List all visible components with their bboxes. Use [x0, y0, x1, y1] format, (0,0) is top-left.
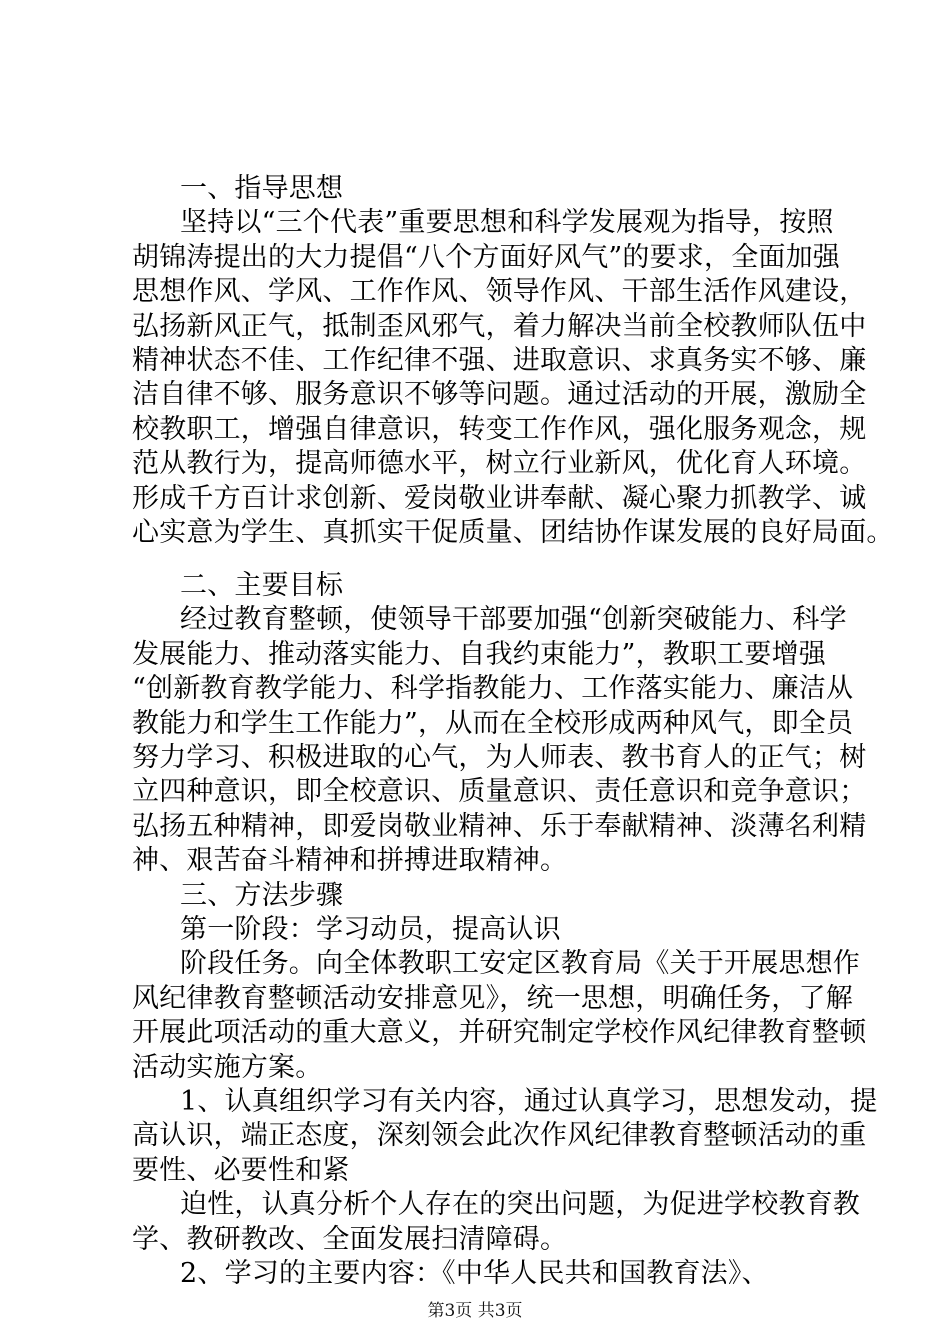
paragraph-line: 努力学习、积极进取的心气，为人师表、教书育人的正气；树 — [132, 742, 867, 773]
paragraph-line: 范从教行为，提高师德水平，树立行业新风，优化育人环境。 — [132, 448, 867, 479]
paragraph-line: 心实意为学生、真抓实干促质量、团结协作谋发展的良好局面。 — [132, 517, 894, 548]
paragraph-line: 阶段任务。向全体教职工安定区教育局《关于开展思想作 — [180, 948, 860, 979]
paragraph-line: 校教职工，增强自律意识，转变工作作风，强化服务观念，规 — [132, 414, 867, 445]
paragraph-line: 学、教研教改、全面发展扫清障碍。 — [132, 1224, 568, 1255]
paragraph-line: 精神状态不佳、工作纪律不强、进取意识、求真务实不够、廉 — [132, 345, 867, 376]
page-footer: 第3页 共3页 — [427, 1301, 523, 1321]
paragraph-line: 神、艰苦奋斗精神和拼搏进取精神。 — [132, 845, 568, 876]
paragraph-line: 高认识，端正态度，深刻领会此次作风纪律教育整顿活动的重 — [132, 1120, 867, 1151]
paragraph-line: 弘扬五种精神，即爱岗敬业精神、乐于奉献精神、淡薄名利精 — [132, 811, 867, 842]
paragraph-line: 要性、必要性和紧 — [132, 1155, 350, 1186]
paragraph-line: 风纪律教育整顿活动安排意见》，统一思想，明确任务，了解 — [132, 983, 853, 1014]
paragraph-line: “创新教育教学能力、科学指教能力、工作落实能力、廉洁从 — [132, 673, 854, 704]
paragraph-line: 开展此项活动的重大意义，并研究制定学校作风纪律教育整顿 — [132, 1017, 867, 1048]
paragraph-line: 经过教育整顿，使领导干部要加强“创新突破能力、科学 — [180, 604, 847, 635]
paragraph-line: 形成千方百计求创新、爱岗敬业讲奉献、凝心聚力抓教学、诚 — [132, 483, 867, 514]
paragraph-line: 胡锦涛提出的大力提倡“八个方面好风气”的要求，全面加强 — [132, 242, 841, 273]
section-heading-guiding-ideology: 一、指导思想 — [180, 173, 344, 204]
paragraph-line: 2、学习的主要内容：《中华人民共和国教育法》、 — [180, 1258, 769, 1289]
paragraph-line: 弘扬新风正气，抵制歪风邪气，着力解决当前全校教师队伍中 — [132, 311, 867, 342]
paragraph-line: 教能力和学生工作能力”，从而在全校形成两种风气，即全员 — [132, 708, 854, 739]
paragraph-line: 思想作风、学风、工作作风、领导作风、干部生活作风建设， — [132, 276, 867, 307]
paragraph-line: 1、认真组织学习有关内容，通过认真学习，思想发动，提 — [180, 1086, 878, 1117]
section-heading-method-steps: 三、方法步骤 — [180, 880, 344, 911]
section-heading-main-goals: 二、主要目标 — [180, 570, 344, 601]
subheading-phase-one: 第一阶段：学习动员，提高认识 — [180, 914, 561, 945]
paragraph-line: 活动实施方案。 — [132, 1052, 323, 1083]
paragraph-line: 坚持以“三个代表”重要思想和科学发展观为指导，按照 — [180, 207, 834, 238]
paragraph-line: 洁自律不够、服务意识不够等问题。通过活动的开展，激励全 — [132, 379, 867, 410]
paragraph-line: 发展能力、推动落实能力、自我约束能力”，教职工要增强 — [132, 639, 827, 670]
paragraph-line: 迫性，认真分析个人存在的突出问题，为促进学校教育教 — [180, 1189, 860, 1220]
paragraph-line: 立四种意识，即全校意识、质量意识、责任意识和竞争意识； — [132, 776, 867, 807]
